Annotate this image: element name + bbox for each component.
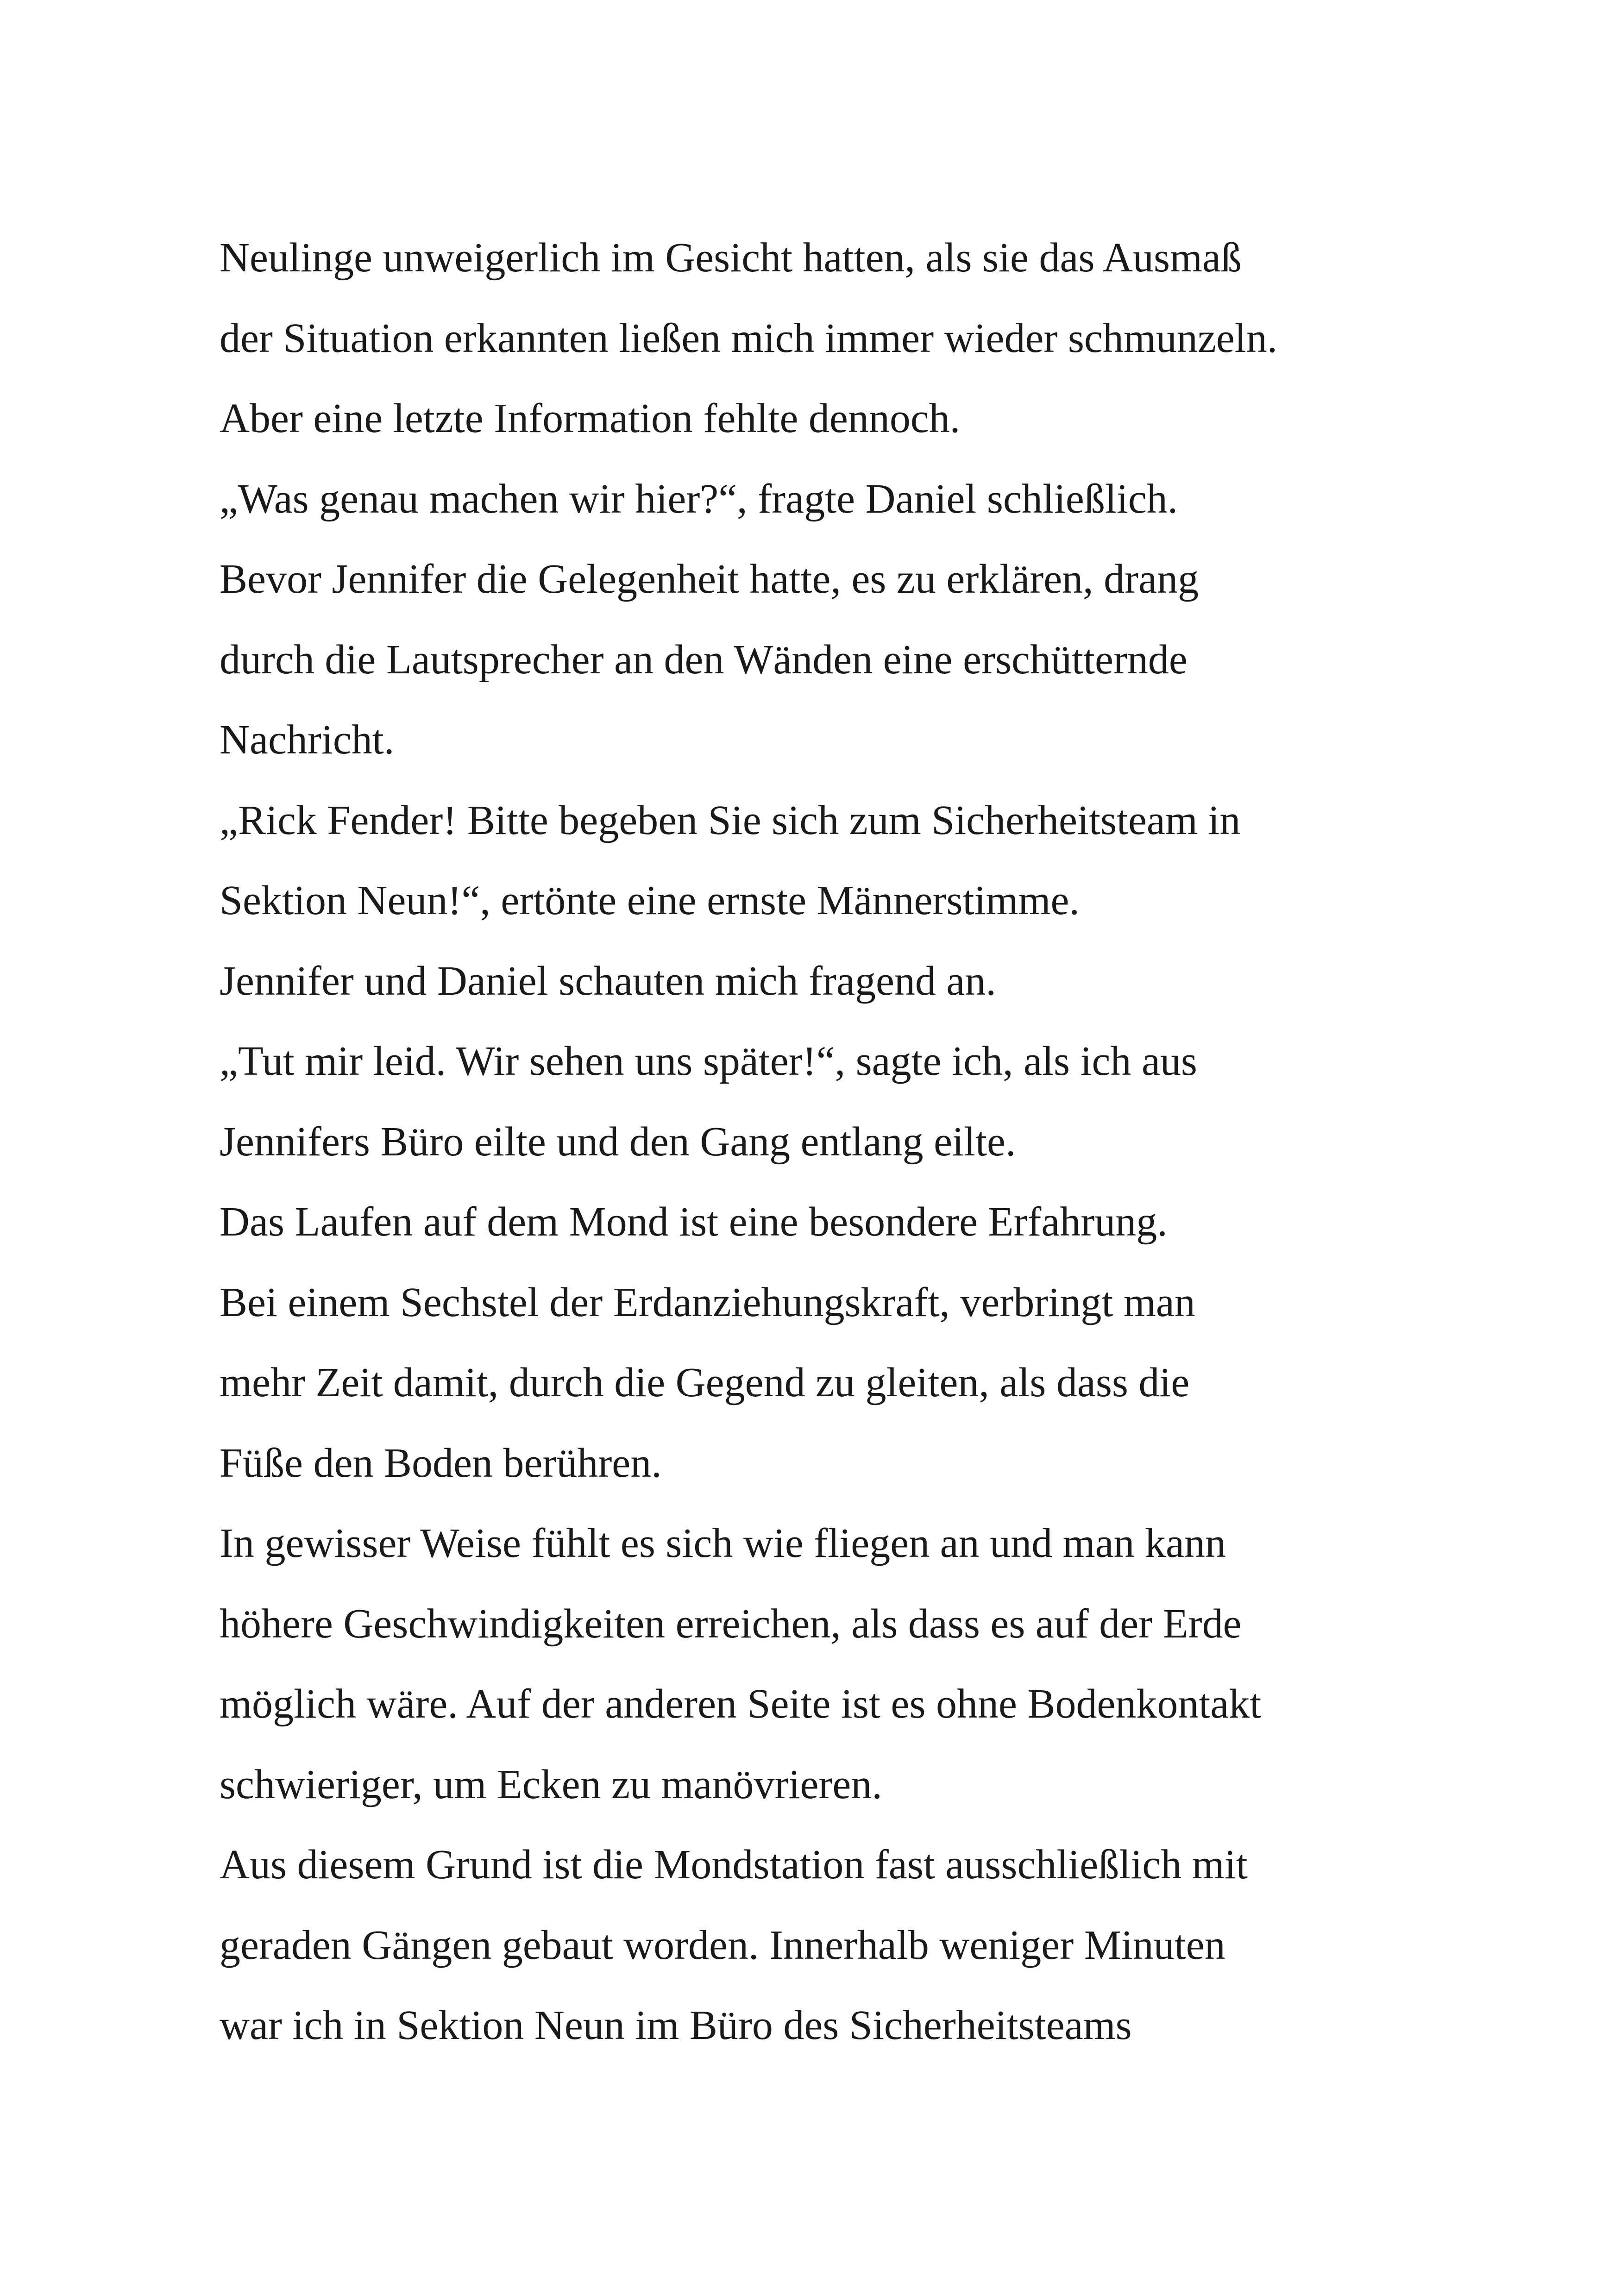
text-line: mehr Zeit damit, durch die Gegend zu gleiten, als dass die xyxy=(220,1360,1190,1405)
text-line: In gewisser Weise fühlt es sich wie fliegen an und man kann xyxy=(220,1520,1226,1566)
text-line: geraden Gängen gebaut worden. Innerhalb weniger Minuten xyxy=(220,1922,1225,1968)
body-text xyxy=(220,218,1470,2066)
text-line: möglich wäre. Auf der anderen Seite ist es ohne Bodenkontakt xyxy=(220,1681,1262,1727)
text-line: schwieriger, um Ecken zu manövrieren. xyxy=(220,1761,882,1807)
text-line: Aus diesem Grund ist die Mondstation fast ausschließlich mit xyxy=(220,1842,1248,1888)
text-line: war ich in Sektion Neun im Büro des Sicherheitsteams xyxy=(220,2002,1132,2048)
text-line: „Tut mir leid. Wir sehen uns später!“, sagte ich, als ich aus xyxy=(220,1038,1197,1084)
text-line: Jennifer und Daniel schauten mich fragend an. xyxy=(220,958,996,1004)
text-line: „Rick Fender! Bitte begeben Sie sich zum Sicherheitsteam in xyxy=(220,797,1241,843)
text-line: Sektion Neun!“, ertönte eine ernste Männerstimme. xyxy=(220,878,1080,923)
text-line: Aber eine letzte Information fehlte dennoch. xyxy=(220,395,961,441)
text-line: Nachricht. xyxy=(220,717,395,763)
text-line: Jennifers Büro eilte und den Gang entlang eilte. xyxy=(220,1118,1016,1165)
text-line: Das Laufen auf dem Mond ist eine besondere Erfahrung. xyxy=(220,1199,1168,1245)
text-line: durch die Lautsprecher an den Wänden eine erschütternde xyxy=(220,636,1187,683)
text-line: höhere Geschwindigkeiten erreichen, als dass es auf der Erde xyxy=(220,1600,1242,1647)
text-line: Bei einem Sechstel der Erdanziehungskraft, verbringt man xyxy=(220,1279,1195,1325)
text-line: Bevor Jennifer die Gelegenheit hatte, es zu erklären, drang xyxy=(220,556,1199,602)
text-line: Neulinge unweigerlich im Gesicht hatten, als sie das Ausmaß xyxy=(220,235,1242,281)
text-line: der Situation erkannten ließen mich immer wieder schmunzeln. xyxy=(220,315,1278,361)
text-line: „Was genau machen wir hier?“, fragte Daniel schließlich. xyxy=(220,476,1178,522)
text-line: Füße den Boden berühren. xyxy=(220,1440,662,1486)
